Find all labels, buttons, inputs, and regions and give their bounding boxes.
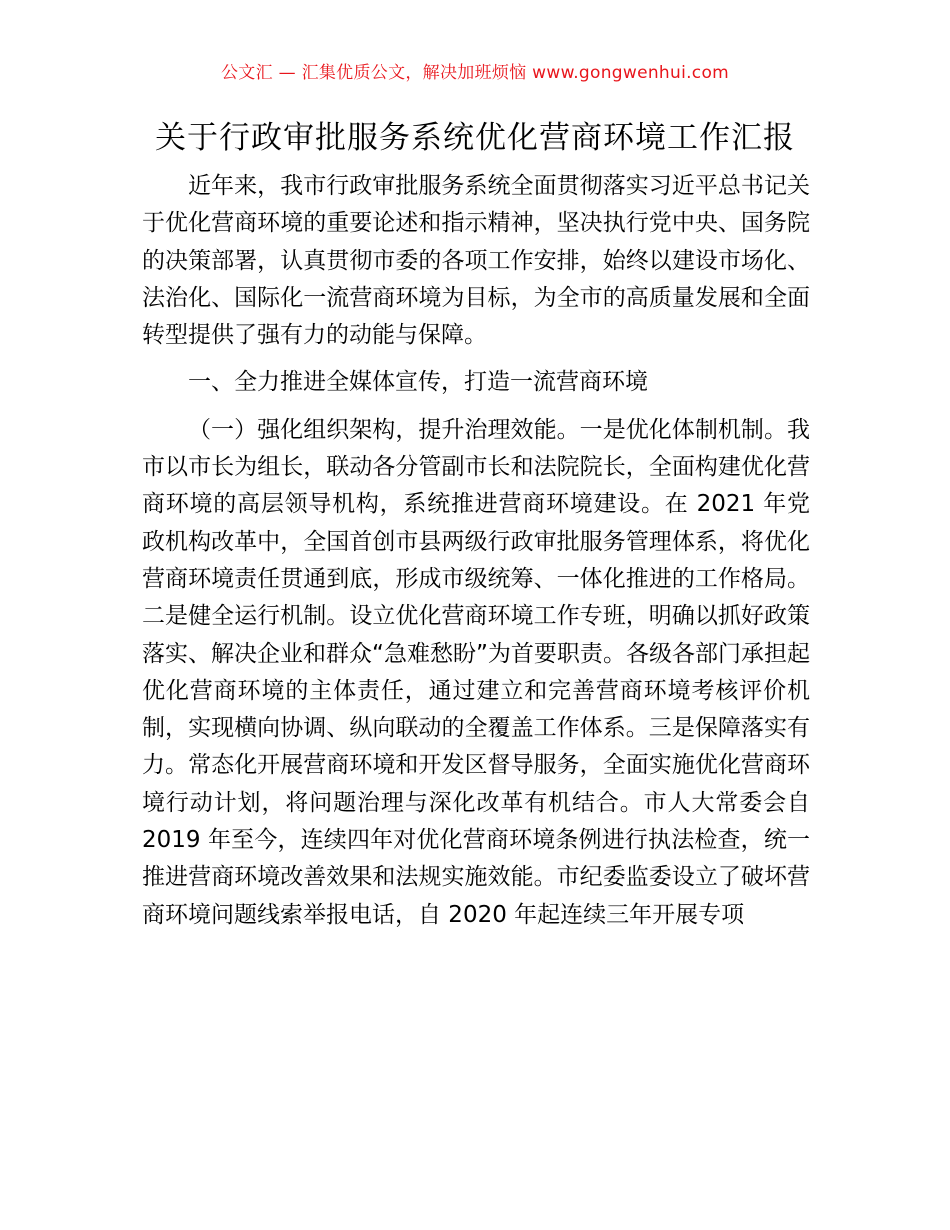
document-title: 关于行政审批服务系统优化营商环境工作汇报 [155, 120, 795, 156]
section-1-paragraph-1: （一）强化组织架构，提升治理效能。一是优化体制机制。我市以市长为组长，联动各分管副市长和法院院长，全面构建优化营商环境的高层领导机构，系统推进营商环境建设。在 2021 年党政机构改革中，全国首创市县两级行政审批服务管理体系，将优化营商环境责任贯通到底，形成市级统筹、一体化推进的工作格局。二是健全运行机制。设立优化营商环境工作专班，明确以抓好政策落实、解决企业和群众“急难愁盼”为首要职责。各级各部门承担起优化营商环境的主体责任，通过建立和完善营商环境考核评价机制，实现横向协调、纵向联动的全覆盖工作体系。三是保障落实有力。常态化开展营商环境和开发区督导服务，全面实施优化营商环境行动计划，将问题治理与深化改革有机结合。市人大常委会自 2019 年至今，连续四年对优化营商环境条例进行执法检查，统一推进营商环境改善效果和法规实施效能。市纪委监委设立了破坏营商环境问题线索举报电话，自 2020 年起连续三年开展专项 [142, 416, 810, 928]
section-1-heading: 一、全力推进全媒体宣传，打造一流营商环境 [188, 369, 648, 396]
site-header-link[interactable]: 公文汇 — 汇集优质公文，解决加班烦恼 www.gongwenhui.com [220, 63, 730, 83]
document-body [142, 168, 810, 934]
intro-paragraph: 近年来，我市行政审批服务系统全面贯彻落实习近平总书记关于优化营商环境的重要论述和指示精神，坚决执行党中央、国务院的决策部署，认真贯彻市委的各项工作安排，始终以建设市场化、法治化、国际化一流营商环境为目标，为全市的高质量发展和全面转型提供了强有力的动能与保障。 [142, 173, 810, 349]
